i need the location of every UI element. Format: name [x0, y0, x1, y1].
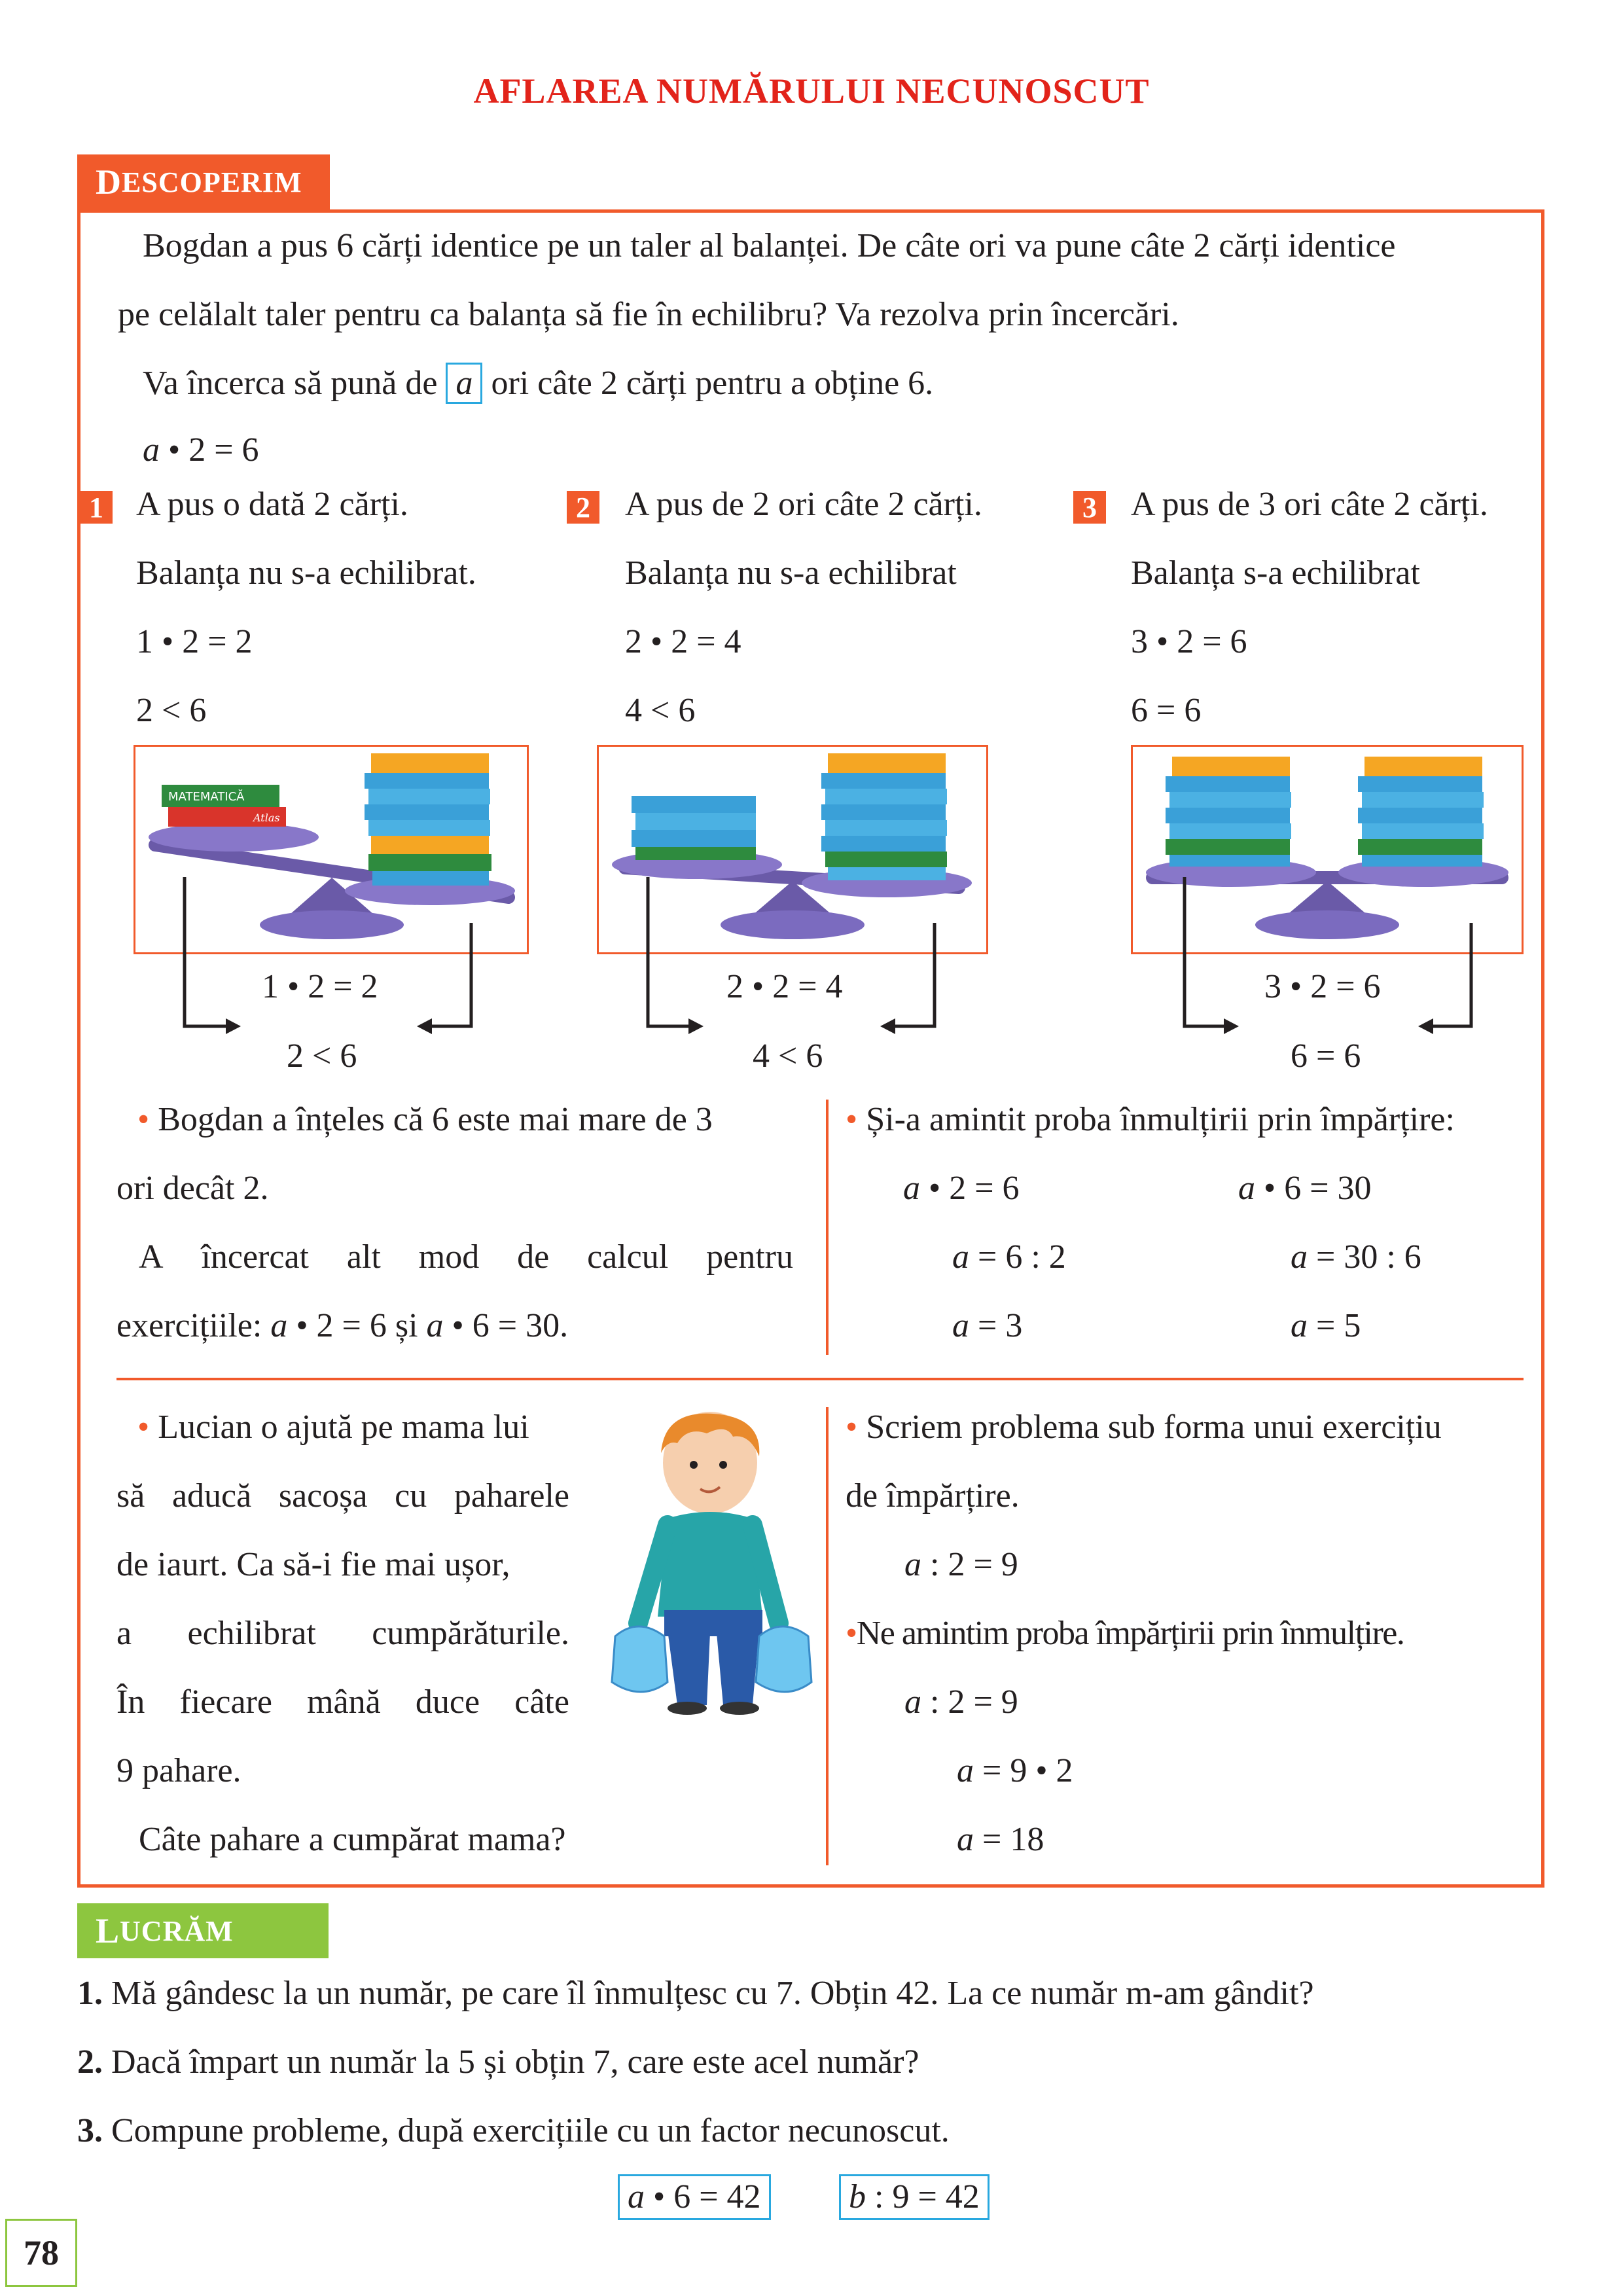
scriem-line3: •Ne amintim proba împărțirii prin înmulțire. — [846, 1615, 1404, 1652]
lucian-line2: să aducă sacoșa cu paharele — [116, 1477, 569, 1515]
step1-line2: Balanța nu s-a echilibrat. — [136, 554, 476, 592]
exercise-2: 2. Dacă împart un număr la 5 și obțin 7, care este acel număr? — [77, 2043, 919, 2081]
exercise-1: 1. Mă gândesc la un număr, pe care îl înmulțesc cu 7. Obțin 42. La ce număr m-am gândit? — [77, 1975, 1314, 2012]
proba1-c2-line3: a = 5 — [1291, 1307, 1361, 1344]
caption3-line2: 6 = 6 — [1291, 1037, 1361, 1075]
connector-arrows — [0, 0, 1623, 1113]
intro-line-3: Va încerca să pună de a ori câte 2 cărți pentru a obține 6. — [143, 367, 933, 401]
bogdan-line2: ori decât 2. — [116, 1170, 269, 1207]
tag-initial: D — [96, 162, 122, 202]
scriem-eq3: a = 9 • 2 — [957, 1752, 1073, 1789]
page-title: AFLAREA NUMĂRULUI NECUNOSCUT — [473, 71, 1150, 111]
step3-line2: Balanța s-a echilibrat — [1131, 554, 1420, 592]
tag-rest: ESCOPERIM — [122, 166, 302, 198]
page-number: 78 — [5, 2219, 77, 2287]
exercise-box-2: b : 9 = 42 — [839, 2174, 990, 2220]
lucian-line6: 9 pahare. — [116, 1752, 241, 1789]
step2-line3: 2 • 2 = 4 — [625, 623, 741, 660]
proba1-c1-line1: a • 2 = 6 — [903, 1170, 1020, 1207]
exercise-3: 3. Compune probleme, după exercițiile cu un factor necunoscut. — [77, 2112, 950, 2149]
step-number-1: 1 — [80, 491, 113, 524]
scriem-line1: • Scriem problema sub forma unui exercițiu — [846, 1408, 1442, 1446]
step3-line4: 6 = 6 — [1131, 692, 1202, 729]
step-number-2: 2 — [567, 491, 599, 524]
intro-line-1: Bogdan a pus 6 cărți identice pe un taler al balanței. De câte ori va pune câte 2 cărți identice — [143, 227, 1396, 264]
scriem-eq1: a : 2 = 9 — [904, 1546, 1018, 1583]
step2-line1: A pus de 2 ori câte 2 cărți. — [625, 486, 982, 523]
bogdan-line1: • Bogdan a înțeles că 6 este mai mare de 3 — [137, 1101, 713, 1138]
proba1-c1-line3: a = 3 — [952, 1307, 1023, 1344]
tag-initial: L — [96, 1911, 120, 1950]
caption1-line1: 1 • 2 = 2 — [262, 968, 378, 1005]
proba1-c1-line2: a = 6 : 2 — [952, 1238, 1066, 1276]
proba1-c2-line2: a = 30 : 6 — [1291, 1238, 1421, 1276]
section-tag-lucram — [77, 1903, 329, 1958]
book-label-atlas: Atlas — [253, 812, 280, 824]
caption2-line2: 4 < 6 — [753, 1037, 823, 1075]
lucian-line4: a echilibrat cumpărăturile. — [116, 1615, 569, 1652]
scriem-eq2: a : 2 = 9 — [904, 1683, 1018, 1721]
step2-line4: 4 < 6 — [625, 692, 696, 729]
exercise-box-1: a • 6 = 42 — [618, 2174, 771, 2220]
caption2-line1: 2 • 2 = 4 — [726, 968, 843, 1005]
proba1-c2-line1: a • 6 = 30 — [1238, 1170, 1372, 1207]
section-divider — [116, 1378, 1524, 1380]
lucian-line5: În fiecare mână duce câte — [116, 1683, 569, 1721]
caption1-line2: 2 < 6 — [287, 1037, 357, 1075]
lucian-line1: • Lucian o ajută pe mama lui — [137, 1408, 529, 1446]
unknown-a-box: a — [446, 363, 482, 404]
scriem-eq4: a = 18 — [957, 1821, 1044, 1858]
bogdan-line3: A încercat alt mod de calcul pentru — [139, 1238, 793, 1276]
book-label-matematica: MATEMATICĂ — [168, 790, 245, 804]
intro-line-2: pe celălalt taler pentru ca balanța să fie în echilibru? Va rezolva prin încercări. — [118, 296, 1179, 333]
step3-line3: 3 • 2 = 6 — [1131, 623, 1247, 660]
bogdan-line4: exercițiile: a • 2 = 6 și a • 6 = 30. — [116, 1307, 569, 1344]
step2-line2: Balanța nu s-a echilibrat — [625, 554, 957, 592]
step1-line1: A pus o dată 2 cărți. — [136, 486, 408, 523]
step1-line3: 1 • 2 = 2 — [136, 623, 253, 660]
step-number-3: 3 — [1073, 491, 1106, 524]
column-divider-1 — [826, 1100, 829, 1355]
caption3-line1: 3 • 2 = 6 — [1264, 968, 1381, 1005]
scriem-line2: de împărțire. — [846, 1477, 1020, 1515]
column-divider-2 — [826, 1407, 829, 1865]
boy-with-bags-illustration — [602, 1407, 825, 1715]
tag-rest: UCRĂM — [120, 1914, 234, 1947]
proba1-head: • Și-a amintit proba înmulțirii prin împărțire: — [846, 1101, 1455, 1138]
lucian-line7: Câte pahare a cumpărat mama? — [139, 1821, 566, 1858]
lucian-line3: de iaurt. Ca să-i fie mai ușor, — [116, 1546, 510, 1583]
step3-line1: A pus de 3 ori câte 2 cărți. — [1131, 486, 1488, 523]
step1-line4: 2 < 6 — [136, 692, 207, 729]
intro-equation: a • 2 = 6 — [143, 431, 259, 469]
